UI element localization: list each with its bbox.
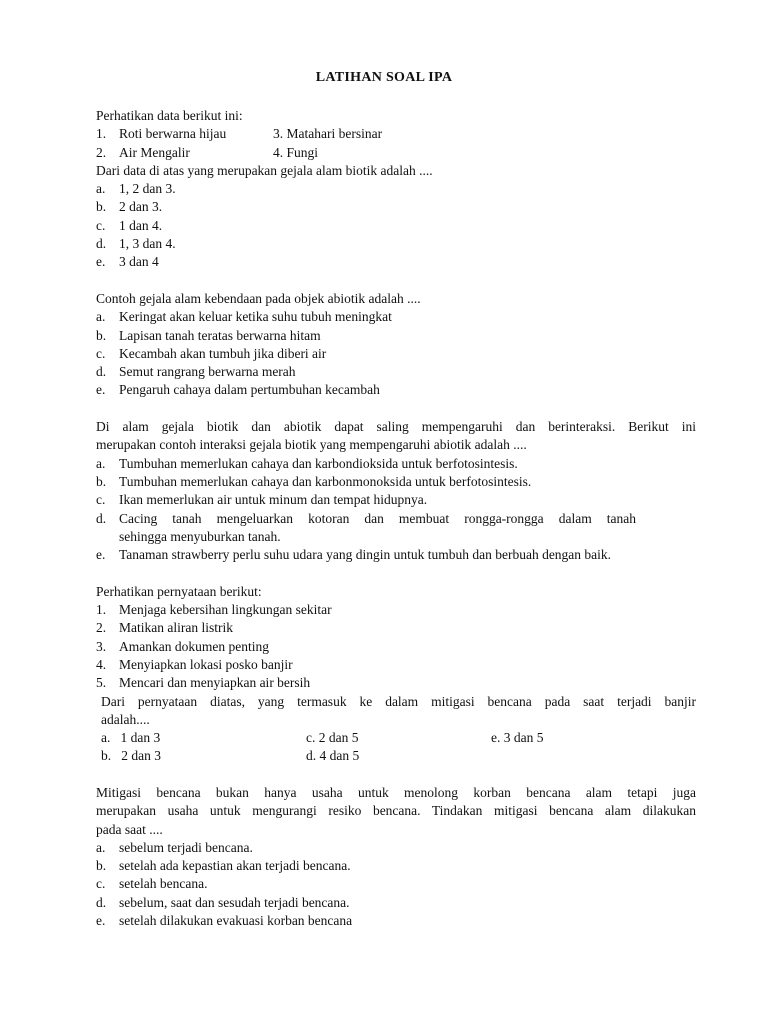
q4-item-4: 4. Menyiapkan lokasi posko banjir — [96, 656, 293, 672]
q4-intro: Perhatikan pernyataan berikut: — [96, 583, 262, 599]
q5-option-c: c. setelah bencana. — [96, 876, 208, 892]
q2-question: Contoh gejala alam kebendaan pada objek abiotik adalah .... — [96, 290, 421, 306]
q5-option-a: a. sebelum terjadi bencana. — [96, 839, 253, 855]
q1-option-b: b. 2 dan 3. — [96, 199, 163, 215]
q4-item-2: 2. Matikan aliran listrik — [96, 620, 233, 636]
q4-question-line-1: Dari pernyataan diatas, yang termasuk ke dalam mitigasi bencana pada saat terjadi banjir — [101, 693, 696, 709]
q3-option-e: e. Tanaman strawberry perlu suhu udara yang dingin untuk tumbuh dan berbuah dengan baik. — [96, 547, 612, 563]
q4-option-b: b. 2 dan 3 — [101, 748, 161, 764]
q4-option-c: c. 2 dan 5 — [306, 730, 359, 746]
q2-option-d: d. Semut rangrang berwarna merah — [96, 364, 296, 380]
q2-option-c: c. Kecambah akan tumbuh jika diberi air — [96, 345, 327, 361]
q4-options-row-2 — [96, 747, 696, 765]
q3-option-d: d. Cacing tanah mengeluarkan kotoran dan membuat rongga-rongga dalam tanah — [96, 510, 636, 526]
q3-question-line-1: Di alam gejala biotik dan abiotik dapat saling mempengaruhi dan berinteraksi. Berikut ini — [96, 419, 696, 435]
q1-option-a: a. 1, 2 dan 3. — [96, 181, 176, 197]
q5-question-line-2: merupakan usaha untuk mengurangi resiko bencana. Tindakan mitigasi bencana alam dilakukan — [96, 803, 696, 819]
document-content — [96, 107, 696, 930]
q4-item-3: 3. Amankan dokumen penting — [96, 638, 269, 654]
q1-intro: Perhatikan data berikut ini: — [96, 108, 243, 123]
q3-option-d-continued: sehingga menyuburkan tanah. — [119, 528, 281, 544]
q4-question-line-2: adalah.... — [101, 711, 150, 727]
document-title: LATIHAN SOAL IPA — [315, 70, 453, 85]
q4-option-a: a. 1 dan 3 — [101, 730, 161, 746]
q4-item-5: 5. Mencari dan menyiapkan air bersih — [96, 675, 311, 691]
q1-option-d: d. 1, 3 dan 4. — [96, 236, 176, 252]
q4-options-row-1 — [96, 729, 696, 747]
q3-option-a: a. Tumbuhan memerlukan cahaya dan karbondioksida untuk berfotosintesis. — [96, 455, 518, 471]
q1-option-e: e. 3 dan 4 — [96, 254, 159, 270]
q1-option-c: c. 1 dan 4. — [96, 217, 163, 233]
q1-data-row-1: 1. Roti berwarna hijau 3. Matahari bersinar — [96, 126, 383, 142]
q5-option-d: d. sebelum, saat dan sesudah terjadi bencana. — [96, 894, 350, 910]
q2-option-a: a. Keringat akan keluar ketika suhu tubuh meningkat — [96, 309, 392, 325]
q5-option-e: e. setelah dilakukan evakuasi korban bencana — [96, 913, 353, 929]
q4-option-d: d. 4 dan 5 — [306, 748, 360, 764]
q5-option-b: b. setelah ada kepastian akan terjadi bencana. — [96, 858, 351, 874]
q4-item-1: 1. Menjaga kebersihan lingkungan sekitar — [96, 602, 332, 618]
q3-option-c: c. Ikan memerlukan air untuk minum dan tempat hidupnya. — [96, 492, 428, 508]
q5-question-line-1: Mitigasi bencana bukan hanya usaha untuk menolong korban bencana alam tetapi juga — [96, 784, 696, 800]
q2-option-b: b. Lapisan tanah teratas berwarna hitam — [96, 327, 321, 343]
q1-data-row-2: 2. Air Mengalir 4. Fungi — [96, 144, 319, 160]
q3-option-b: b. Tumbuhan memerlukan cahaya dan karbonmonoksida untuk berfotosintesis. — [96, 473, 532, 489]
q5-question-line-3: pada saat .... — [96, 821, 163, 837]
q2-option-e: e. Pengaruh cahaya dalam pertumbuhan kecambah — [96, 382, 380, 398]
q4-option-e: e. 3 dan 5 — [491, 730, 544, 746]
q3-question-line-2: merupakan contoh interaksi gejala biotik yang mempengaruhi abiotik adalah .... — [96, 437, 527, 453]
q1-question: Dari data di atas yang merupakan gejala alam biotik adalah .... — [96, 162, 433, 178]
